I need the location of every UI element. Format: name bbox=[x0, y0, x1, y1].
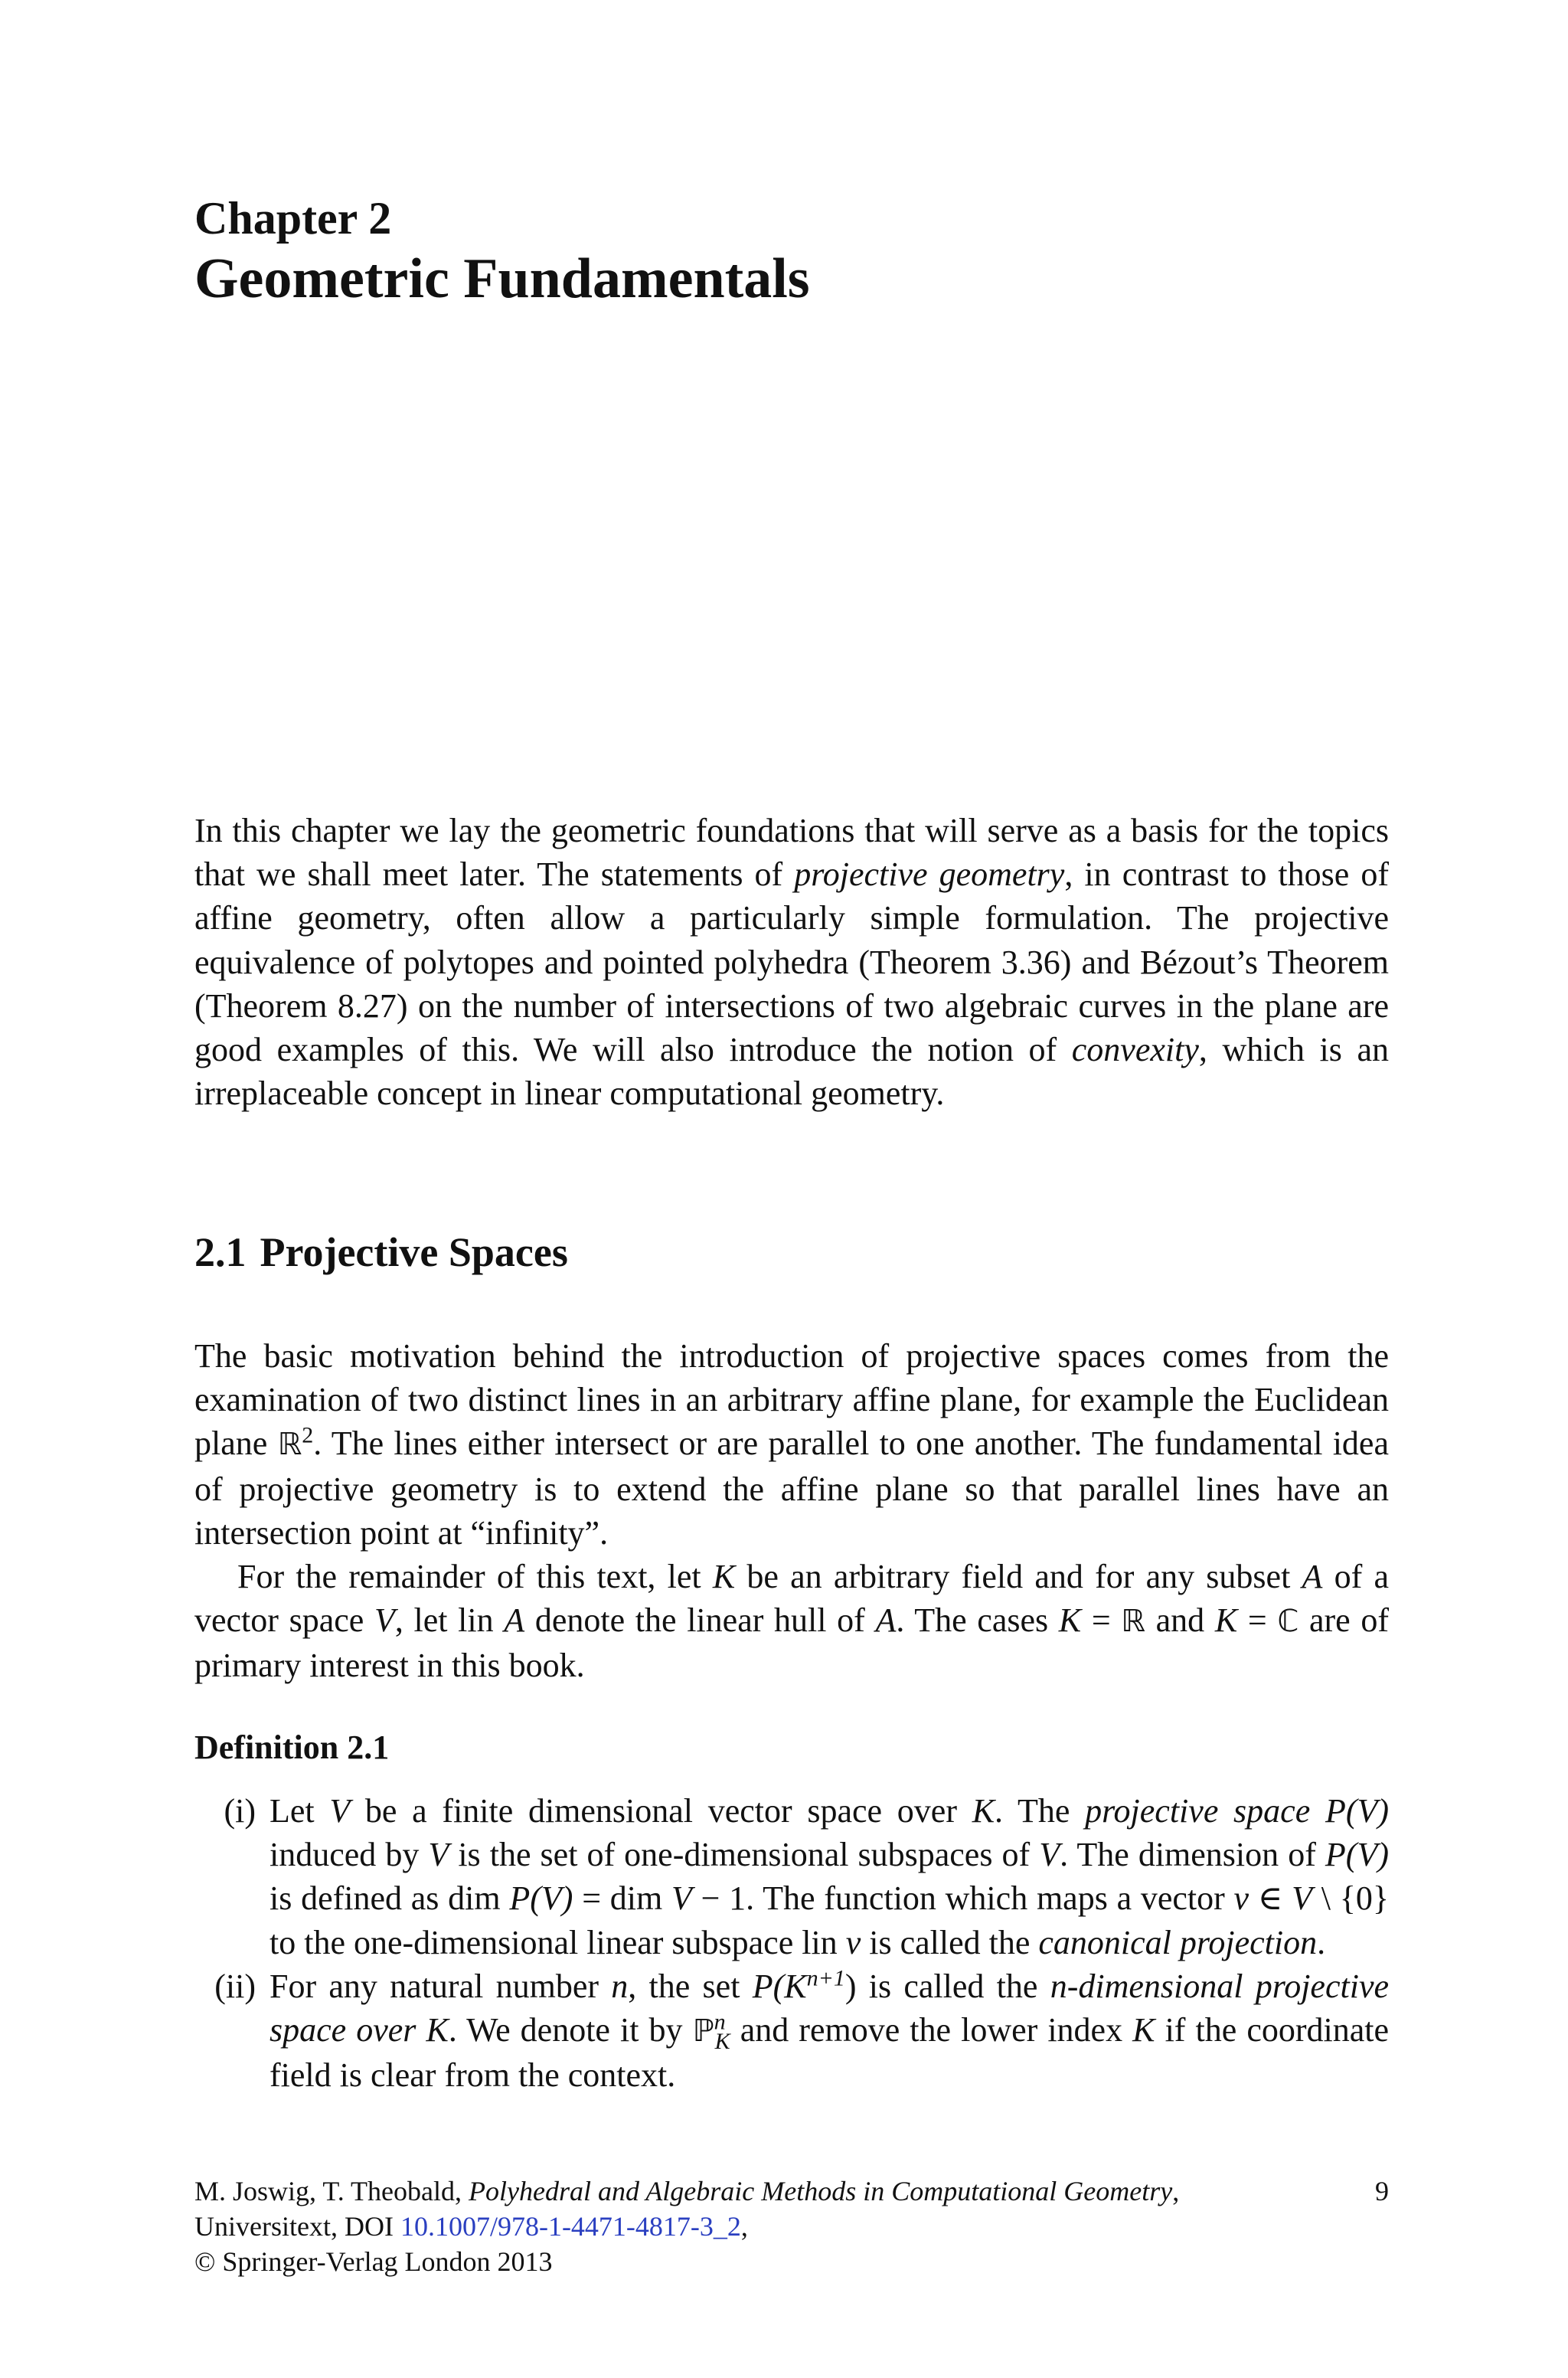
math-expr: P(K bbox=[752, 1967, 807, 2005]
item-text-run: and remove the lower index bbox=[730, 2011, 1133, 2049]
paragraph-text: The basic motivation behind the introduction of projective spaces comes from the examination of two distinct lines in an arbitrary affine plane, for example the Euclidean plane bbox=[194, 1337, 1389, 1463]
footer-punct: , bbox=[740, 2211, 748, 2242]
math-var: V bbox=[329, 1792, 351, 1830]
math-op: ) bbox=[844, 1967, 857, 2005]
math-expr: P(V) bbox=[1325, 1836, 1389, 1874]
subscript: K bbox=[714, 2028, 730, 2054]
section-heading bbox=[194, 1228, 568, 1276]
complex-symbol: ℂ bbox=[1277, 1604, 1299, 1640]
paragraph-motivation bbox=[194, 1334, 1389, 1555]
item-text-run: is the set of one-dimensional subspaces of bbox=[449, 1836, 1040, 1874]
item-text-run bbox=[1310, 1792, 1325, 1830]
item-text-run: . The dimension of bbox=[1060, 1836, 1325, 1874]
paragraph-text: are of primary interest in this book. bbox=[194, 1601, 1389, 1685]
math-expr: P(V) bbox=[509, 1879, 573, 1918]
reals-symbol: ℝ bbox=[277, 1427, 302, 1463]
item-text-run: − 1. The function which maps a vector bbox=[691, 1879, 1234, 1918]
footer-citation bbox=[194, 2174, 1389, 2209]
math-var: v bbox=[1233, 1879, 1250, 1918]
paragraph-text: . The lines either intersect or are parallel to one another. The fundamental idea of projective geometry is to extend the affine plane so that parallel lines have an intersection point at “infinity”. bbox=[194, 1425, 1389, 1552]
paragraph-text: of a vector space bbox=[194, 1558, 1389, 1640]
math-var: A bbox=[1302, 1558, 1323, 1596]
math-var: V bbox=[374, 1601, 395, 1640]
math-var: K bbox=[1132, 2011, 1155, 2049]
item-marker: (ii) bbox=[214, 1967, 256, 2005]
definition-list bbox=[194, 1789, 1389, 2097]
footer-punct: , bbox=[1172, 2176, 1180, 2206]
doi-link[interactable]: 10.1007/978-1-4471-4817-3_2 bbox=[400, 2211, 741, 2242]
projective-symbol: ℙ bbox=[692, 2013, 714, 2049]
math-op: = bbox=[1081, 1601, 1122, 1640]
math-var: K bbox=[972, 1792, 995, 1830]
item-text bbox=[256, 1789, 1389, 1964]
intro-emphasis-projective: projective geometry bbox=[794, 855, 1065, 894]
item-text-run: induced by bbox=[270, 1836, 429, 1874]
footer-book-title: Polyhedral and Algebraic Methods in Computational Geometry bbox=[469, 2176, 1173, 2206]
chapter-title: Geometric Fundamentals bbox=[194, 247, 810, 310]
section-body bbox=[194, 1334, 1389, 1688]
footer-series-text: Universitext, DOI bbox=[194, 2211, 400, 2242]
footer-copyright: © Springer-Verlag London 2013 bbox=[194, 2246, 553, 2277]
intro-paragraph bbox=[194, 809, 1389, 1115]
item-text-run: . We denote it by bbox=[448, 2011, 693, 2049]
item-text-run: is called the bbox=[861, 1923, 1039, 1961]
intro-text: , in contrast to those of affine geometry, often allow a particularly simple formulation. The projective equivalence of polytopes and pointed polyhedra (Theorem 3.36) and Bézout’s Theorem (Theorem 8.27) on the number of intersections of two algebraic curves in the plane are good examples of this. We will also introduce the notion of bbox=[194, 855, 1390, 1069]
paragraph-notation bbox=[194, 1555, 1389, 1688]
definition-item bbox=[194, 1789, 1389, 1964]
item-text-run: be a finite dimensional vector space over bbox=[350, 1792, 972, 1830]
chapter-heading bbox=[194, 191, 810, 312]
emphasis-term: projective space bbox=[1085, 1792, 1311, 1830]
item-text-run: is called the bbox=[856, 1967, 1050, 2005]
emphasis-term: n-dimensional projective space over K bbox=[270, 1967, 1390, 2049]
intro-text: , which is an irreplaceable concept in linear computational geometry. bbox=[194, 1031, 1389, 1113]
section-title: Projective Spaces bbox=[260, 1229, 568, 1275]
math-var: A bbox=[504, 1601, 525, 1640]
superscript: 2 bbox=[302, 1422, 314, 1448]
emphasis-term: canonical projection bbox=[1038, 1923, 1318, 1961]
item-text-run: is defined as dim bbox=[270, 1879, 510, 1918]
math-var: K bbox=[1058, 1601, 1082, 1640]
paragraph-text: . The cases bbox=[896, 1601, 1059, 1640]
superscript: n bbox=[714, 2009, 726, 2035]
paragraph-text: be an arbitrary field and for any subset bbox=[735, 1558, 1302, 1596]
reals-symbol: ℝ bbox=[1121, 1604, 1145, 1640]
math-var: v bbox=[845, 1923, 861, 1961]
superscript: n+1 bbox=[806, 1965, 845, 1991]
page-number: 9 bbox=[1375, 2176, 1389, 2206]
item-text-run: ∈ bbox=[1249, 1879, 1292, 1918]
item-text bbox=[256, 1964, 1389, 2098]
math-var: V bbox=[1292, 1879, 1313, 1918]
definition-heading: Definition 2.1 bbox=[194, 1729, 390, 1766]
item-text-run: if the coordinate field is clear from the context. bbox=[270, 2011, 1390, 2095]
section-number: 2.1 bbox=[194, 1229, 247, 1275]
item-text-run: For any natural number bbox=[270, 1967, 612, 2005]
definition-item bbox=[194, 1964, 1389, 2098]
math-var: V bbox=[428, 1836, 449, 1874]
paragraph-text: and bbox=[1145, 1601, 1215, 1640]
chapter-label: Chapter 2 bbox=[194, 193, 392, 244]
item-text-run: = dim bbox=[573, 1879, 671, 1918]
item-text-run: Let bbox=[270, 1792, 330, 1830]
math-var: K bbox=[1214, 1601, 1238, 1640]
math-var: V bbox=[1039, 1836, 1060, 1874]
math-var: K bbox=[712, 1558, 736, 1596]
math-var: A bbox=[875, 1601, 897, 1640]
math-expr: P(V) bbox=[1325, 1792, 1389, 1830]
math-op: = bbox=[1237, 1601, 1278, 1640]
paragraph-text: denote the linear hull of bbox=[524, 1601, 876, 1640]
intro-text: In this chapter we lay the geometric foundations that will serve as a basis for the topics that we shall meet later. The statements of bbox=[194, 812, 1389, 894]
footer bbox=[194, 2174, 1389, 2279]
footer-authors: M. Joswig, T. Theobald, bbox=[194, 2176, 469, 2206]
item-text-run: \ {0} to the one-dimensional linear subspace lin bbox=[270, 1879, 1389, 1961]
item-text-run: . The bbox=[995, 1792, 1086, 1830]
math-var: V bbox=[671, 1879, 692, 1918]
paragraph-text: For the remainder of this text, let bbox=[237, 1558, 713, 1596]
intro-emphasis-convexity: convexity bbox=[1071, 1031, 1199, 1069]
item-text-run: , the set bbox=[628, 1967, 753, 2005]
math-var: n bbox=[611, 1967, 629, 2005]
item-marker: (i) bbox=[224, 1792, 256, 1830]
item-text-run: . bbox=[1317, 1923, 1326, 1961]
paragraph-text: , let lin bbox=[394, 1601, 505, 1640]
footer-series bbox=[194, 2209, 1389, 2244]
